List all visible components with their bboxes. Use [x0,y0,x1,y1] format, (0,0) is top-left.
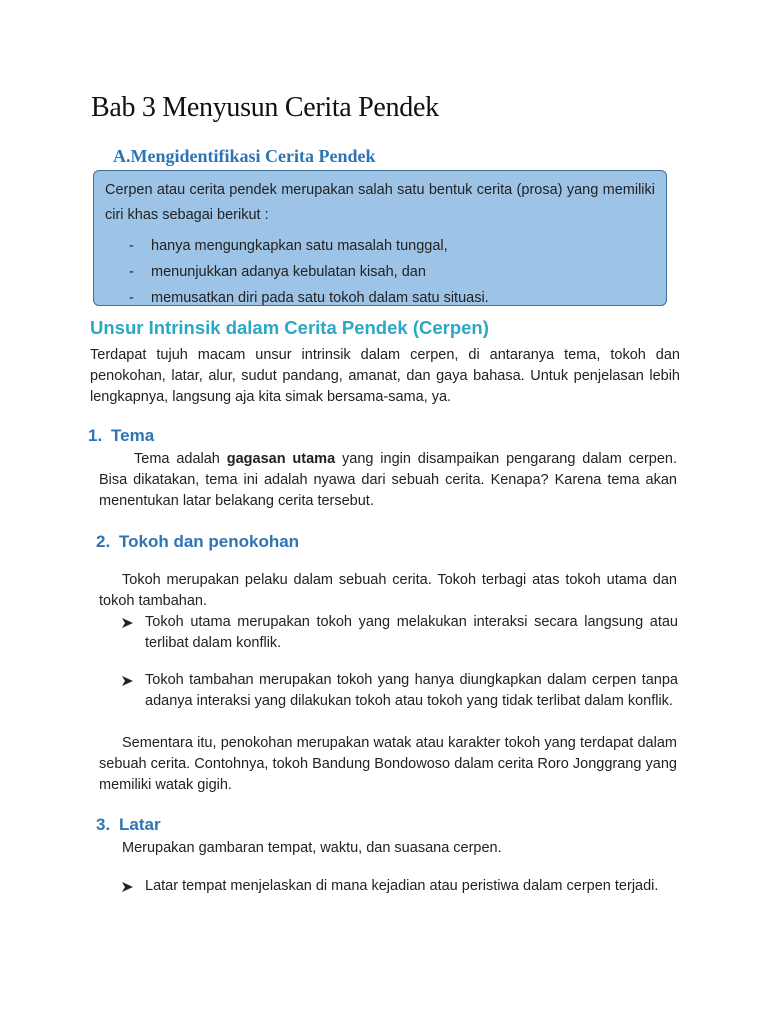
tokoh-heading [96,532,299,552]
list-item-text: menunjukkan adanya kebulatan kisah, dan [151,264,426,280]
page-title: Bab 3 Menyusun Cerita Pendek [91,92,439,123]
latar-heading [96,815,161,835]
section-a-label: A. [113,146,131,166]
arrowhead-icon [122,876,142,892]
arrowhead-icon [122,670,142,686]
definition-list [129,233,489,311]
list-item-text: Tokoh utama merupakan tokoh yang melakukan interaksi secara langsung atau terlibat dalam konflik. [145,614,678,651]
arrowhead-icon [122,612,142,628]
unsur-heading: Unsur Intrinsik dalam Cerita Pendek (Cerpen) [90,317,489,338]
list-item [129,259,489,285]
tema-text-after: yang ingin disampaikan pengarang dalam cerpen. Bisa dikatakan, tema ini adalah nyawa dari sebuah cerita. Kenapa? Karena tema akan menentukan latar belakang cerita tersebut. [99,451,677,509]
tokoh-intro: Tokoh merupakan pelaku dalam sebuah cerita. Tokoh terbagi atas tokoh utama dan tokoh tambahan. [99,572,677,609]
tema-number: 1. [88,426,103,445]
list-item [129,233,489,259]
dash-bullet: - [129,264,134,280]
tema-text-before: Tema adalah [134,451,227,467]
latar-title: Latar [119,815,161,834]
tema-paragraph [99,449,677,512]
tema-title: Tema [111,426,155,445]
list-item-text: memusatkan diri pada satu tokoh dalam satu situasi. [151,290,489,306]
list-item-text: Tokoh tambahan merupakan tokoh yang hanya diungkapkan dalam cerpen tanpa adanya interaksi yang dilakukan tokoh atau tokoh yang tidak terlibat dalam konflik. [145,672,678,709]
dash-bullet: - [129,238,134,254]
tokoh-closing: Sementara itu, penokohan merupakan watak atau karakter tokoh yang terdapat dalam sebuah cerita. Contohnya, tokoh Bandung Bondowoso dalam cerita Roro Jonggrang yang memiliki watak gigih. [99,735,677,793]
definition-box [93,170,667,306]
tokoh-title: Tokoh dan penokohan [119,532,300,551]
tema-bold-term: gagasan utama [226,451,336,467]
unsur-intro: Terdapat tujuh macam unsur intrinsik dalam cerpen, di antaranya tema, tokoh dan penokohan, latar, alur, sudut pandang, amanat, dan gaya bahasa. Untuk penjelasan lebih lengkapnya, langsung aja kita simak bersama-sama, ya. [90,347,680,405]
definition-intro: Cerpen atau cerita pendek merupakan salah satu bentuk cerita (prosa) yang memiliki ciri khas sebagai berikut : [105,182,655,223]
dash-bullet: - [129,290,134,306]
list-item [129,285,489,311]
tema-heading [88,426,154,446]
section-a-heading [113,146,376,167]
list-item-text: hanya mengungkapkan satu masalah tunggal, [151,238,448,254]
latar-intro: Merupakan gambaran tempat, waktu, dan suasana cerpen. [122,840,502,856]
tokoh-number: 2. [96,532,111,551]
latar-number: 3. [96,815,111,834]
list-item-text: Latar tempat menjelaskan di mana kejadian atau peristiwa dalam cerpen terjadi. [145,878,659,894]
section-a-title: Mengidentifikasi Cerita Pendek [130,146,376,166]
